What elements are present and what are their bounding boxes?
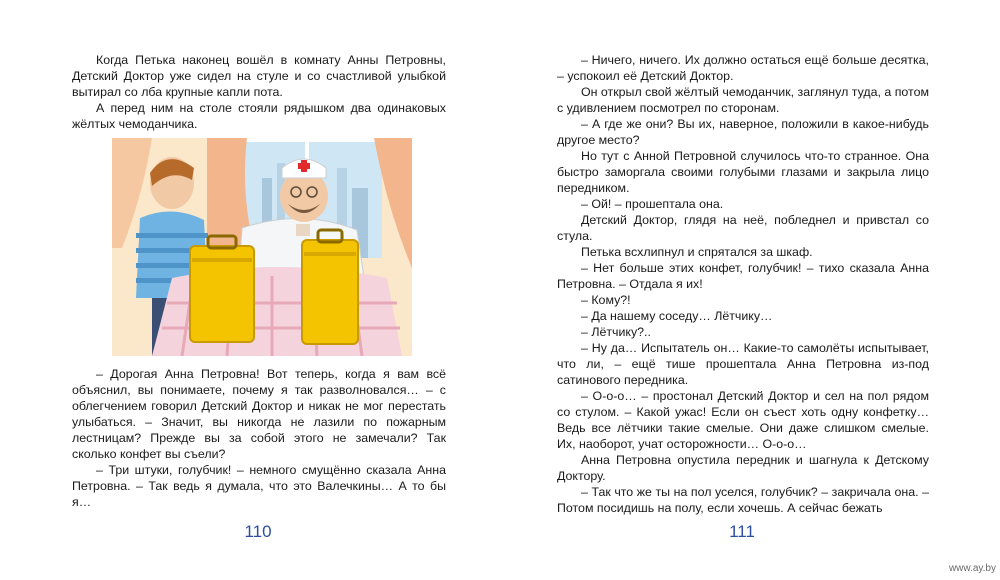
watermark: www.ay.by <box>948 563 996 574</box>
paragraph: Детский Доктор, глядя на неё, побледнел и привстал со стула. <box>557 213 929 243</box>
paragraph: – Ничего, ничего. Их должно остаться ещё больше десятка, – успокоил её Детский Доктор. <box>557 53 929 83</box>
paragraph: – Дорогая Анна Петровна! Вот теперь, когда я вам всё объяснил, вы понимаете, почему я так разволновался… – с облегчением говорил Детский Доктор и никак не мог перестать улыбаться. – Значит, вы никогда не лазили по пожарным лестницам? Прежде вы за собой этого не замечали? Так сколько конфет вы съели? <box>72 367 446 461</box>
paragraph: Но тут с Анной Петровной случилось что-то странное. Она быстро заморгала своими голубыми глазами и закрыла лицо передником. <box>557 149 929 195</box>
left-text-bottom <box>72 366 446 510</box>
page-number-right: 111 <box>729 522 755 541</box>
paragraph: – Кому?! <box>581 293 631 307</box>
paragraph: Он открыл свой жёлтый чемоданчик, заглянул туда, а потом с удивлением посмотрел по сторонам. <box>557 85 929 115</box>
page-number-left: 110 <box>244 522 272 541</box>
paragraph: Анна Петровна опустила передник и шагнула к Детскому Доктору. <box>557 453 929 483</box>
paragraph: Петька всхлипнул и спрятался за шкаф. <box>581 245 813 259</box>
right-text <box>557 52 929 516</box>
illustration-doctor-and-boy <box>112 138 412 356</box>
paragraph: – О-о-о… – простонал Детский Доктор и сел на пол рядом со стулом. – Какой ужас! Если он съест хоть одну конфетку… Ведь все лётчики такие смелые. Они даже слишком смелые. Их, наоборот, учат осторожности… О-о-о… <box>557 389 929 451</box>
illustration-svg <box>112 138 412 356</box>
paragraph: Когда Петька наконец вошёл в комнату Анны Петровны, Детский Доктор уже сидел на стуле и со счастливой улыбкой вытирал со лба крупные капли пота. <box>72 53 446 99</box>
paragraph: – Ой! – прошептала она. <box>581 197 724 211</box>
paragraph: – Так что же ты на пол уселся, голубчик? – закричала она. – Потом посидишь на полу, если хочешь. А сейчас бежать <box>557 485 929 515</box>
paragraph: – Ну да… Испытатель он… Какие-то самолёты испытывает, что ли, – ещё тише прошептала Анна Петровна из-под сатинового передника. <box>557 341 929 387</box>
paragraph: – Три штуки, голубчик! – немного смущённо сказала Анна Петровна. – Так ведь я думала, что это Валечкины… А то бы я… <box>72 463 446 509</box>
paragraph: – А где же они? Вы их, наверное, положили в какое-нибудь другое место? <box>557 117 929 147</box>
paragraph: А перед ним на столе стояли рядышком два одинаковых жёлтых чемоданчика. <box>72 101 446 131</box>
paragraph: – Лётчику?.. <box>581 325 651 339</box>
paragraph: – Да нашему соседу… Лётчику… <box>581 309 773 323</box>
left-text-top <box>72 52 446 132</box>
right-page <box>500 0 1000 580</box>
paragraph: – Нет больше этих конфет, голубчик! – тихо сказала Анна Петровна. – Отдала я их! <box>557 261 929 291</box>
